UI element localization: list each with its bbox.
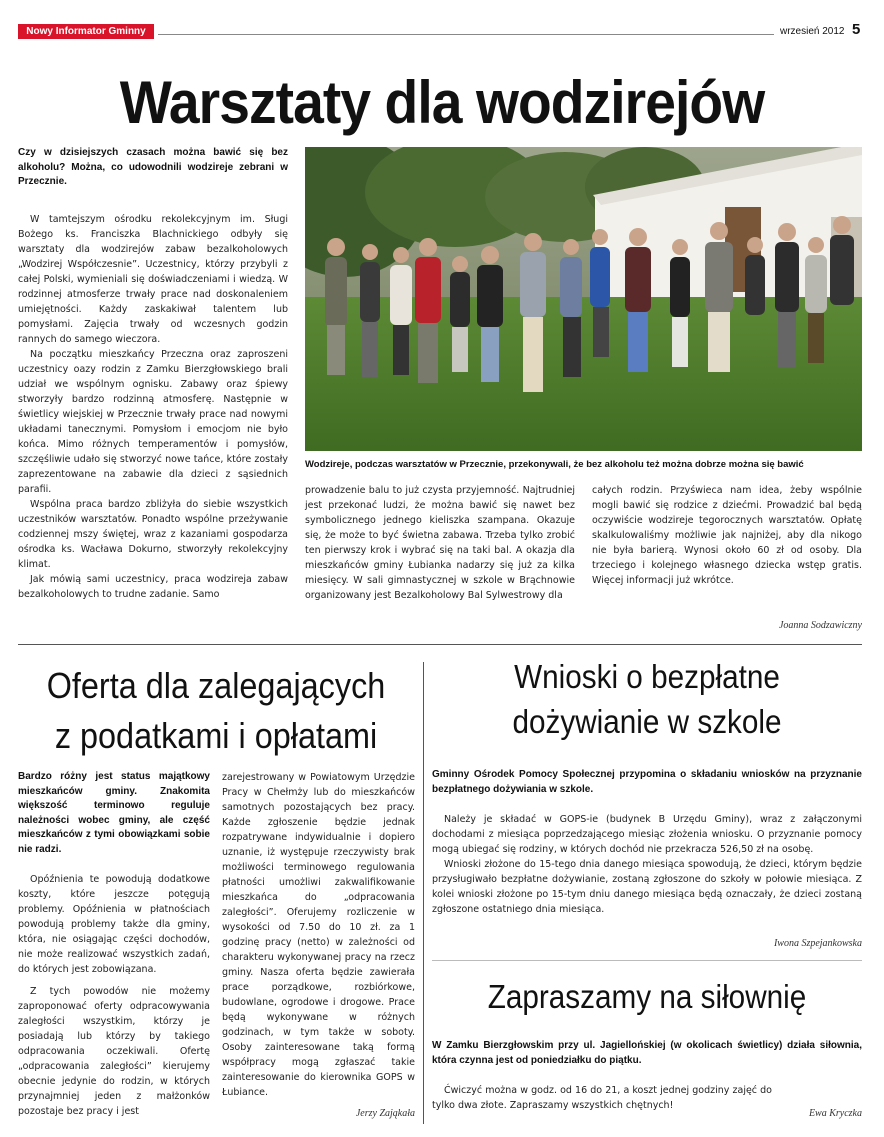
tax-article-column-1	[18, 770, 210, 1119]
tax-article-title-line-2: z podatkami i opłatami	[54, 715, 378, 756]
issue-date: wrzesień 2012	[780, 26, 845, 37]
meals-article-paragraph: Należy je składać w GOPS-ie (budynek B Urzędu Gminy), wraz z załączonymi dochodami z miesiąca poprzedzającego miesiąc złożenia wniosku. O przyznanie pomocy mogą ubiegać się rodziny, w których dochód nie przekracza 526,50 zł na osobę.	[432, 814, 862, 855]
meals-article-title-line-1: Wnioski o bezpłatne	[514, 658, 780, 695]
main-article-paragraph: Jak mówią sami uczestnicy, praca wodzireja zabaw bezalkoholowych to trudne zadanie. Samo	[18, 573, 288, 600]
meals-article-paragraph: Wnioski złożone do 15-tego dnia danego miesiąca spowodują, że dzieci, którym będzie przysługiwało bezpłatne dożywianie, zostaną zgłoszone do szkoły w połowie miesiąca. Z kolei wnioski złożone po 15-tym dniu danego miesiąca będą oznaczały, że dzieci zostaną zgłoszone ostatniego dnia miesiąca.	[432, 859, 862, 915]
tax-article-paragraph: Opóźnienia te powodują dodatkowe koszty, które jeszcze potęgują problemy. Opóźnienia w płatnościach powodują problemy także dla gminy, która, nie osiągając części dochodów, nie może realizować wszystkich zadań, do których jest zobowiązana.	[18, 874, 210, 975]
meals-gym-divider	[432, 960, 862, 961]
main-article-title: Warsztaty dla wodzirejów	[119, 69, 765, 136]
meals-article-body	[432, 768, 862, 917]
tax-article-paragraph: zarejestrowany w Powiatowym Urzędzie Pracy w Chełmży lub do mieszkańców samotnych pozostających bez pracy. Każde zgłoszenie będzie jednak rozpatrywane indywidualnie i dopiero uznanie, iż występuje rzeczywisty brak możliwości terminowego regulowania płatności umożliwi zakwalifikowanie mieszkańca do „odpracowania zaległości”. Oferujemy rozliczenie w wysokości od 7.50 do 10 zł. za 1 godzinę pracy (netto) w zależności od charakteru wykonywanej pracy na rzecz gminy. Nasza oferta będzie zawierała prace porządkowe, rozbiórkowe, budowlane, ogrodowe i drogowe. Prace będą wykonywane w różnych godzinach, w tym także w soboty. Osoby zainteresowane taką formą współpracy mogą zgłaszać takie zainteresowanie do kierownika GOPS w Łubiance.	[222, 772, 415, 1098]
main-article-column-3	[592, 483, 862, 588]
tax-article-title-line-1: Oferta dla zalegających	[46, 665, 386, 706]
main-article-author: Joanna Sodzawiczny	[778, 620, 862, 631]
main-article-lead: Czy w dzisiejszych czasach można bawić się bez alkoholu? Można, co udowodnili wodzireje zebrani w Przecznie.	[18, 147, 288, 187]
gym-article-title: Zapraszamy na siłownię	[487, 978, 807, 1015]
column-divider	[423, 662, 424, 1124]
gym-article-body	[432, 1039, 862, 1113]
main-article-paragraph: Wspólna praca bardzo zbliżyła do siebie wszystkich uczestników warsztatów. Ponadto wspólne przeżywanie codziennej mszy świętej, wraz z kazaniami gospodarza ośrodka ks. Wacława Dokurno, stworzyły rekolekcyjny klimat.	[18, 498, 288, 570]
main-article-paragraph: W tamtejszym ośrodku rekolekcyjnym im. Sługi Bożego ks. Franciszka Blachnickiego odbyły się warsztaty dla wodzirejów zabaw bezalkoholowych „Wodzirej Współczesnie”. Uczestnicy, którzy przybyli z całej Polski, wymieniali się doświadczeniami i wiedzą. W rodzinnej atmosferze trwały prace nad doskonaleniem umiejętności. Każdy zaskakiwał talentem lub pomysłami. Zajęcia trwały od wczesnych godzin rannych do samego wieczora.	[18, 213, 288, 345]
meals-article-lead: Gminny Ośrodek Pomocy Społecznej przypomina o składaniu wniosków na przyznanie bezpłatnego dożywiania w szkole.	[432, 769, 862, 795]
meals-article-title-line-2: dożywianie w szkole	[512, 703, 782, 740]
gym-article-lead: W Zamku Bierzgłowskim przy ul. Jagiellońskiej (w okolicach świetlicy) działa siłownia, która czynna jest od poniedziałku do piątku.	[432, 1040, 862, 1066]
tax-article-paragraph: Z tych powodów nie możemy zaproponować oferty odpracowywania zaległości wszystkim, którzy je posiadają lub którzy by takiego odpracowania oczekiwali. Ofertę „odpracowania zaległości” kierujemy obecnie jedynie do rodzin, w których przynajmniej jeden z małżonków pozostaje bez pracy i jest	[18, 986, 210, 1117]
main-article-column-1	[18, 146, 288, 602]
main-article-paragraph: Na początku mieszkańcy Przeczna oraz zaproszeni uczestnicy oazy rodzin z Zamku Bierzgłowskiego brali udział we wspólnym ognisku. Zabawy oraz śpiewy stworzyły bardzo rodzinną atmosferę. Następnie w świetlicy wiejskiej w Przecznie trwały prace nad nowymi układami tanecznymi. Pomysłom i emocjom nie było końca. Mimo różnych temperamentów i pomysłów, szczęśliwie udało się stworzyć nowe tańce, które zostały zaprezentowane na zabawie dla dzieci z sąsiednich parafii.	[18, 348, 288, 495]
section-badge: Nowy Informator Gminny	[18, 24, 154, 39]
main-article-paragraph: prowadzenie balu to już czysta przyjemność. Najtrudniej jest przekonać ludzi, że można bawić się nawet bez symbolicznego jednego kieliszka szampana. Okazuje się, że może to być świetna zabawa. Trzeba tylko zrobić ten pierwszy krok i wybrać się na taki bal. A okazja dla mieszkańców gminy Łubianka nadarzy się już za kilka miesięcy. W sali gimnastycznej w szkole w Brąchnowie organizowany jest Bezalkoholowy Bal Sylwestrowy dla	[305, 485, 575, 601]
main-article-column-2	[305, 483, 575, 603]
tax-article-column-2	[222, 770, 415, 1100]
page-number: 5	[852, 21, 861, 38]
meals-article-author: Iwona Szpejankowska	[773, 938, 862, 949]
article-photo	[305, 147, 862, 451]
tax-article-author: Jerzy Zająkała	[355, 1108, 415, 1119]
photo-caption: Wodzireje, podczas warsztatów w Przecznie, przekonywali, że bez alkoholu też można dobrze można się bawić	[305, 459, 804, 470]
group-dancing-photo	[305, 147, 862, 451]
main-article-paragraph: całych rodzin. Przyświeca nam idea, żeby wspólnie mogli bawić się rodzice z dziećmi. Prowadzić bal będą oczywiście wodzireje tegorocznych warsztatów. Opłatę skalkulowaliśmy możliwie jak najniżej, aby dla nikogo nie była barierą. Wynosi około 60 zł od osoby. Dla trzeciego i kolejnego własnego dziecka wstęp gratis. Więcej informacji już wkrótce.	[592, 485, 862, 586]
section-divider	[18, 644, 862, 645]
gym-article-author: Ewa Kryczka	[808, 1108, 862, 1119]
header-rule	[158, 34, 774, 35]
gym-article-paragraph: Ćwiczyć można w godz. od 16 do 21, a koszt jednej godziny zajęć do tylko dwa złote. Zapraszamy wszystkich chętnych!	[432, 1085, 772, 1111]
tax-article-lead: Bardzo różny jest status majątkowy mieszkańców gminy. Znakomita większość terminowo reguluje należności wobec gminy, ale część mieszkańców z tymi obowiązkami sobie nie radzi.	[18, 771, 210, 855]
